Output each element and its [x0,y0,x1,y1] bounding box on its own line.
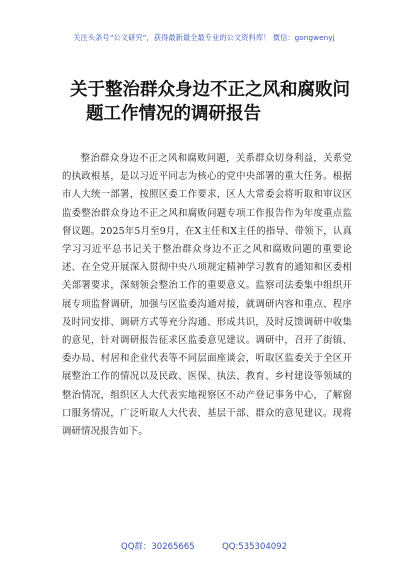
footer-contact [0,540,408,552]
document-body [62,150,352,441]
title-line-1: 关于整治群众身边不正之风和腐败问 [70,80,350,100]
footer-qq-group: QQ群：30265665 [121,542,195,552]
footer-qq: QQ:535304092 [222,542,287,552]
title-line-2: 题工作情况的调研报告 [86,104,261,124]
header-banner: 关注头条号“公文研究”，获得最新最全最专业的公文资料库！ 微信：gongwenyj [73,33,335,42]
body-paragraph: 整治群众身边不正之风和腐败问题，关系群众切身利益，关系党的执政根基，是以习近平同志为核心的党中央部署的重大任务。根据市人大统一部署，按照区委工作要求，区人大常委会将听取和审议区监委整治群众身边不正之风和腐败问题专项工作报告作为年度重点监督议题。2025年5月至9月，在X主任和X主任的指导、带领下，认真学习习近平总书记关于整治群众身边不正之风和腐败问题的重要论述、在全党开展深入贯彻中央八项规定精神学习教育的通知和区委相关部署要求，深刻领会整治工作的重要意义。监察司法委集中组织开展专项监督调研，加强与区监委沟通对接，就调研内容和重点、程序及时同安排、调研方式等充分沟通、形成共识，及时反馈调研中收集的意见，针对调研报告征求区监委意见建议。调研中，召开了街镇、委办局、村居和企业代表等不同层面座谈会，听取区监委关于全区开展整治工作的情况以及民政、医保、执法、教育、乡村建设等领域的整治情况，组织区人大代表实地视察区不动产登记事务中心，了解窗口服务情况，广泛听取人大代表、基层干部、群众的意见建议。现将调研情况报告如下。 [62,153,352,438]
document-title [66,78,366,126]
